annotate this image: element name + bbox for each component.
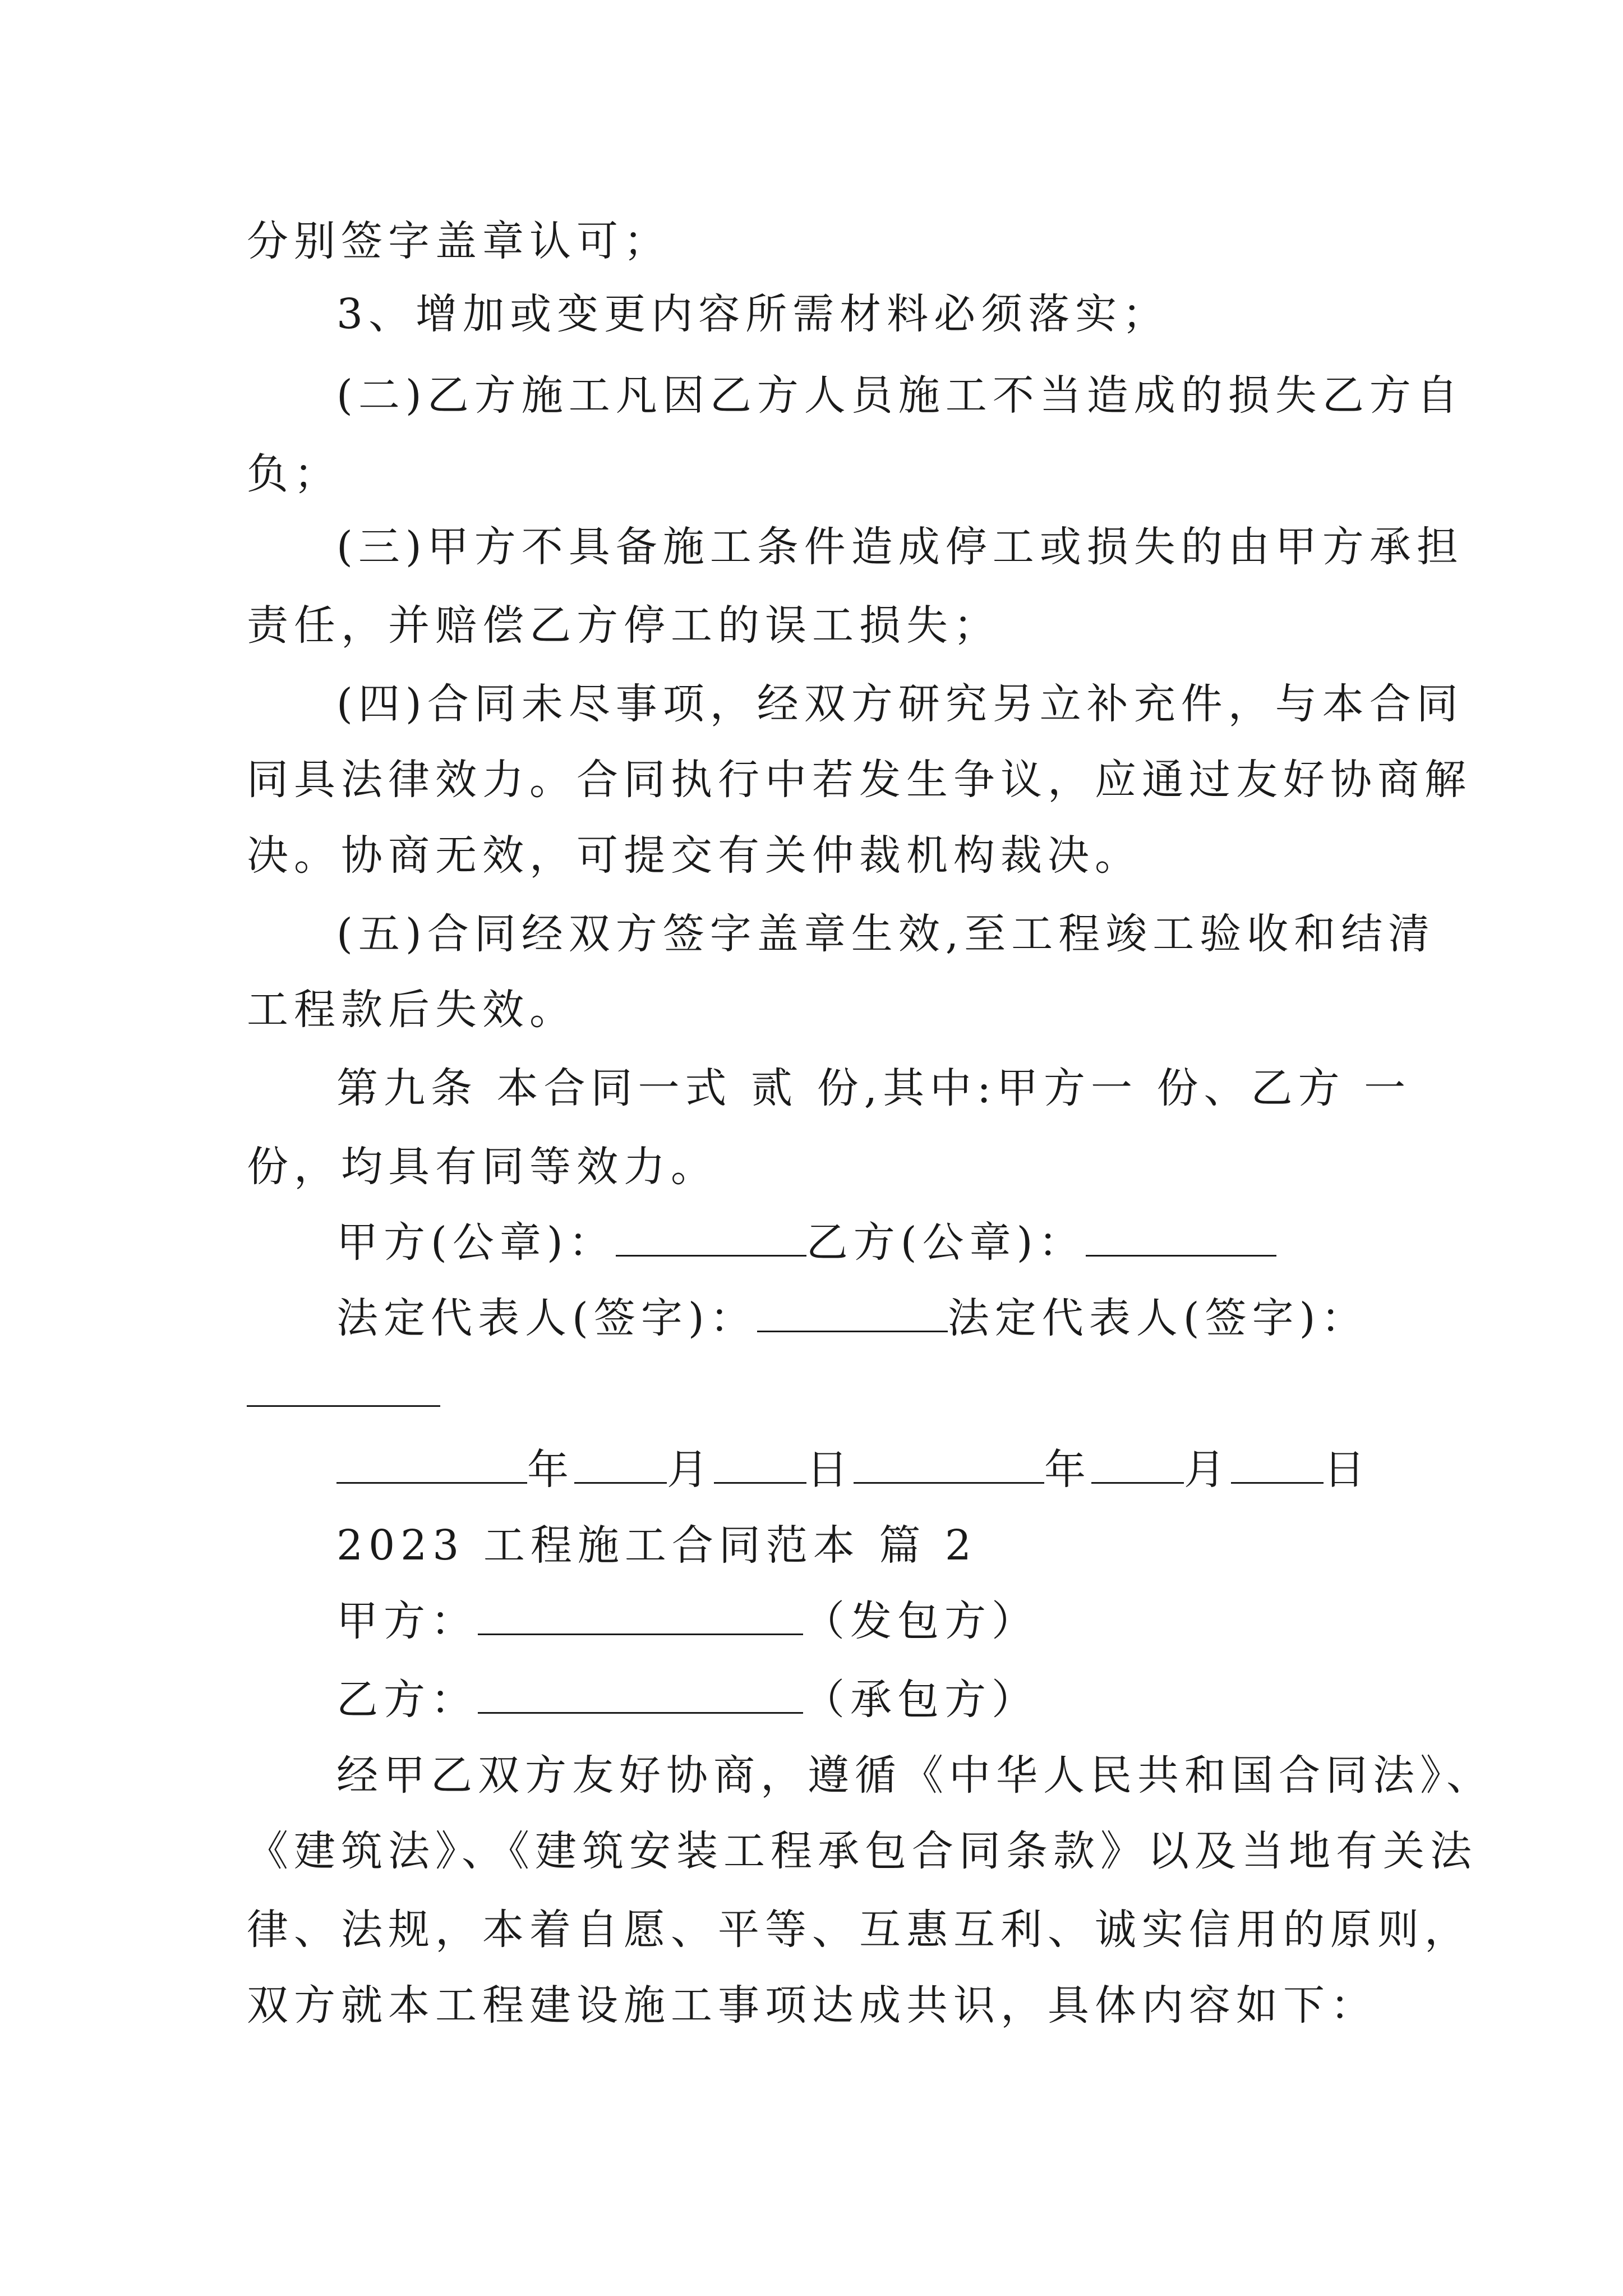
- party-a-seal-label: 甲方(公章)：: [336, 1218, 616, 1267]
- day-label: 日: [806, 1446, 854, 1494]
- text-line: 同具法律效力。合同执行中若发生争议，应通过友好协商解: [247, 756, 1472, 804]
- year-b-blank[interactable]: [854, 1443, 1044, 1484]
- text-line: 双方就本工程建设施工事项达成共识，具体内容如下：: [247, 1981, 1377, 2030]
- party-b-role: （承包方）: [803, 1676, 1039, 1724]
- party-a-line: [336, 1593, 1039, 1649]
- year-label: 年: [1044, 1446, 1091, 1494]
- party-b-seal-blank[interactable]: [1086, 1216, 1276, 1257]
- text-line: 份，均具有同等效力。: [247, 1143, 718, 1191]
- text-line: 经甲乙双方友好协商，遵循《中华人民共和国合同法》、: [336, 1751, 1493, 1800]
- party-b-seal-label: 乙方(公章)：: [806, 1218, 1086, 1267]
- month-a-blank[interactable]: [574, 1443, 667, 1484]
- rep-a-label: 法定代表人(签字)：: [336, 1294, 757, 1342]
- party-a-role: （发包方）: [803, 1597, 1039, 1645]
- month-b-blank[interactable]: [1091, 1443, 1184, 1484]
- text-line: (五)合同经双方签字盖章生效,至工程竣工验收和结清: [336, 910, 1436, 958]
- year-label: 年: [527, 1446, 574, 1494]
- representative-line: [336, 1290, 1368, 1346]
- date-line: [336, 1442, 1371, 1498]
- party-a-seal-blank[interactable]: [616, 1216, 806, 1257]
- party-b-line: [336, 1672, 1039, 1728]
- rep-b-label: 法定代表人(签字)：: [947, 1294, 1368, 1342]
- text-line: 《建筑法》、《建筑安装工程承包合同条款》以及当地有关法: [247, 1827, 1477, 1875]
- text-line: (三)甲方不具备施工条件造成停工或损失的由甲方承担: [336, 523, 1464, 571]
- text-line: 工程款后失效。: [247, 986, 577, 1034]
- text-line: 3、增加或变更内容所需材料必须落实；: [336, 290, 1170, 338]
- text-line: 负；: [247, 450, 341, 498]
- day-label: 日: [1324, 1446, 1371, 1494]
- party-a-label: 甲方：: [336, 1597, 478, 1645]
- day-a-blank[interactable]: [714, 1443, 806, 1484]
- text-line: 律、法规，本着自愿、平等、互惠互利、诚实信用的原则，: [247, 1906, 1472, 1954]
- rep-a-blank[interactable]: [757, 1291, 948, 1332]
- month-label: 月: [1184, 1446, 1231, 1494]
- text-line: 责任，并赔偿乙方停工的误工损失；: [247, 601, 1000, 650]
- party-b-label: 乙方：: [336, 1676, 478, 1724]
- section-heading: 2023 工程施工合同范本 篇 2: [336, 1521, 977, 1570]
- text-line: 决。协商无效，可提交有关仲裁机构裁决。: [247, 831, 1142, 880]
- seal-line: [336, 1214, 1276, 1271]
- year-a-blank[interactable]: [336, 1443, 527, 1484]
- party-a-blank[interactable]: [478, 1594, 803, 1635]
- text-line: (四)合同未尽事项，经双方研究另立补充件，与本合同: [336, 680, 1464, 728]
- text-line: 第九条 本合同一式 贰 份,其中:甲方一 份、乙方 一: [336, 1064, 1412, 1112]
- month-label: 月: [667, 1446, 714, 1494]
- day-b-blank[interactable]: [1231, 1443, 1324, 1484]
- rep-b-blank[interactable]: [247, 1405, 440, 1407]
- party-b-blank[interactable]: [478, 1673, 803, 1714]
- text-line: 分别签字盖章认可；: [247, 217, 671, 265]
- text-line: (二)乙方施工凡因乙方人员施工不当造成的损失乙方自: [336, 371, 1464, 420]
